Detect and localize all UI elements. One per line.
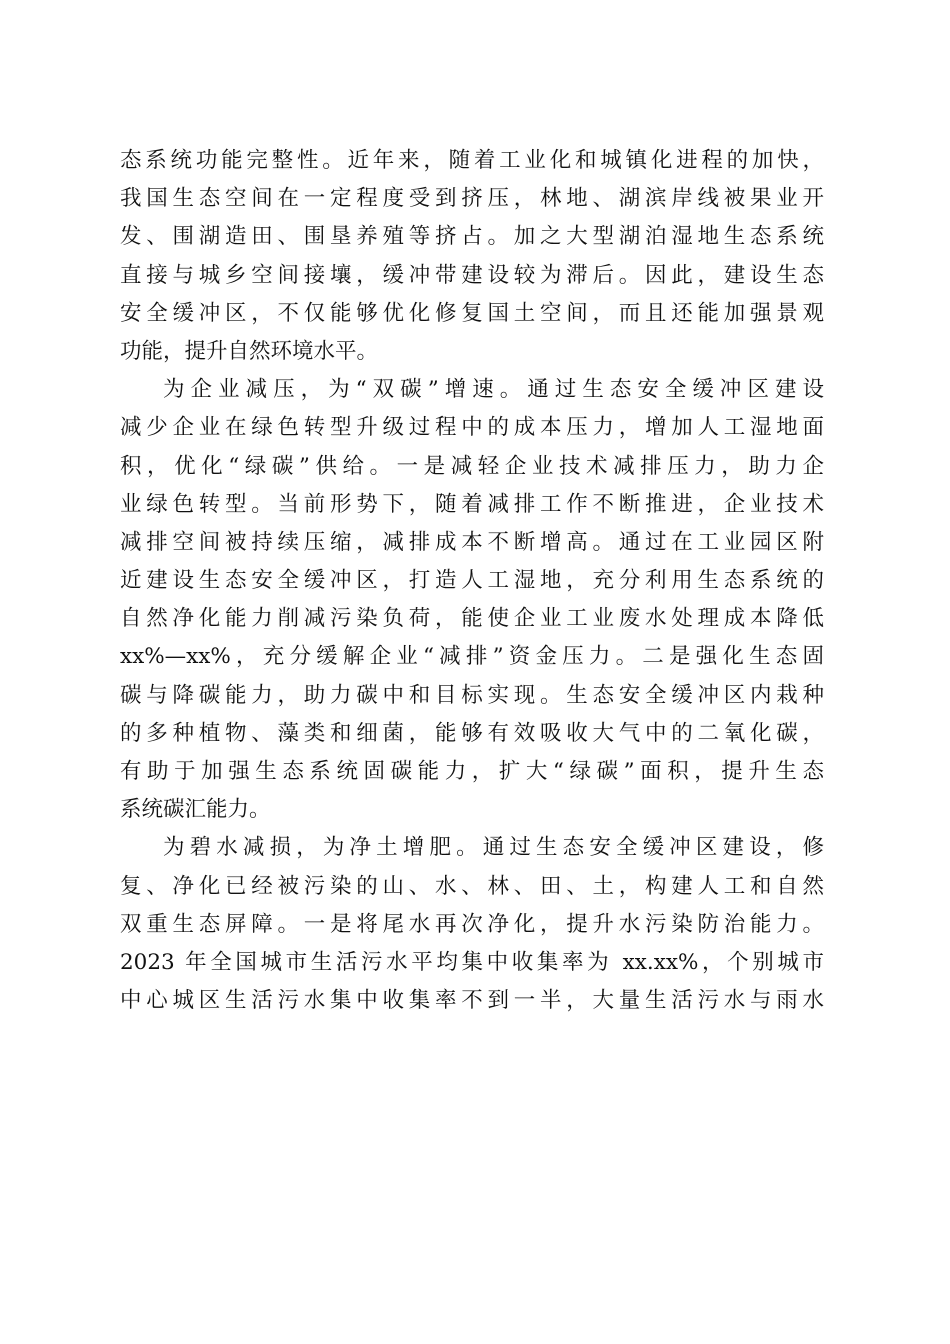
body-text — [120, 142, 824, 1020]
text-line: 直接与城乡空间接壤，缓冲带建设较为滞后。因此，建设生态 — [120, 262, 824, 288]
text-line: 系统碳汇能力。 — [120, 797, 271, 823]
paragraph — [120, 142, 824, 371]
text-line: 我国生态空间在一定程度受到挤压，林地、湖滨岸线被果业开 — [120, 186, 824, 212]
text-line: 碳与降碳能力，助力碳中和目标实现。生态安全缓冲区内栽种 — [120, 682, 824, 708]
text-line: 态系统功能完整性。近年来，随着工业化和城镇化进程的加快， — [120, 148, 824, 173]
text-line: 有助于加强生态系统固碳能力，扩大“绿碳”面积，提升生态 — [120, 759, 824, 784]
text-line: 为企业减压，为“双碳”增速。通过生态安全缓冲区建设 — [163, 377, 824, 403]
text-line: 近建设生态安全缓冲区，打造人工湿地，充分利用生态系统的 — [120, 568, 824, 594]
text-line: 的多种植物、藻类和细菌，能够有效吸收大气中的二氧化碳， — [120, 720, 824, 746]
paragraph — [120, 371, 824, 829]
text-line: 减少企业在绿色转型升级过程中的成本压力，增加人工湿地面 — [120, 415, 824, 441]
paragraph — [120, 829, 824, 1020]
text-line: 双重生态屏障。一是将尾水再次净化，提升水污染防治能力。 — [120, 911, 824, 937]
text-line: 安全缓冲区，不仅能够优化修复国土空间，而且还能加强景观 — [120, 300, 824, 326]
text-line: 减排空间被持续压缩，减排成本不断增高。通过在工业园区附 — [120, 529, 824, 555]
text-line: 中心城区生活污水集中收集率不到一半，大量生活污水与雨水 — [120, 988, 824, 1014]
text-line: 功能，提升自然环境水平。 — [120, 338, 379, 364]
text-line: xx%—xx%，充分缓解企业“减排”资金压力。二是强化生态固 — [120, 644, 824, 670]
text-line: 业绿色转型。当前形势下，随着减排工作不断推进，企业技术 — [120, 491, 824, 517]
text-line: 自然净化能力削减污染负荷，能使企业工业废水处理成本降低 — [120, 606, 824, 632]
text-line: 复、净化已经被污染的山、水、林、田、土，构建人工和自然 — [120, 873, 824, 899]
text-line: 为碧水减损，为净土增肥。通过生态安全缓冲区建设，修 — [163, 835, 824, 861]
text-line: 发、围湖造田、围垦养殖等挤占。加之大型湖泊湿地生态系统 — [120, 224, 824, 250]
text-line: 积，优化“绿碳”供给。一是减轻企业技术减排压力，助力企 — [120, 453, 824, 479]
text-line: 2023 年全国城市生活污水平均集中收集率为 xx.xx%，个别城市 — [120, 949, 824, 975]
